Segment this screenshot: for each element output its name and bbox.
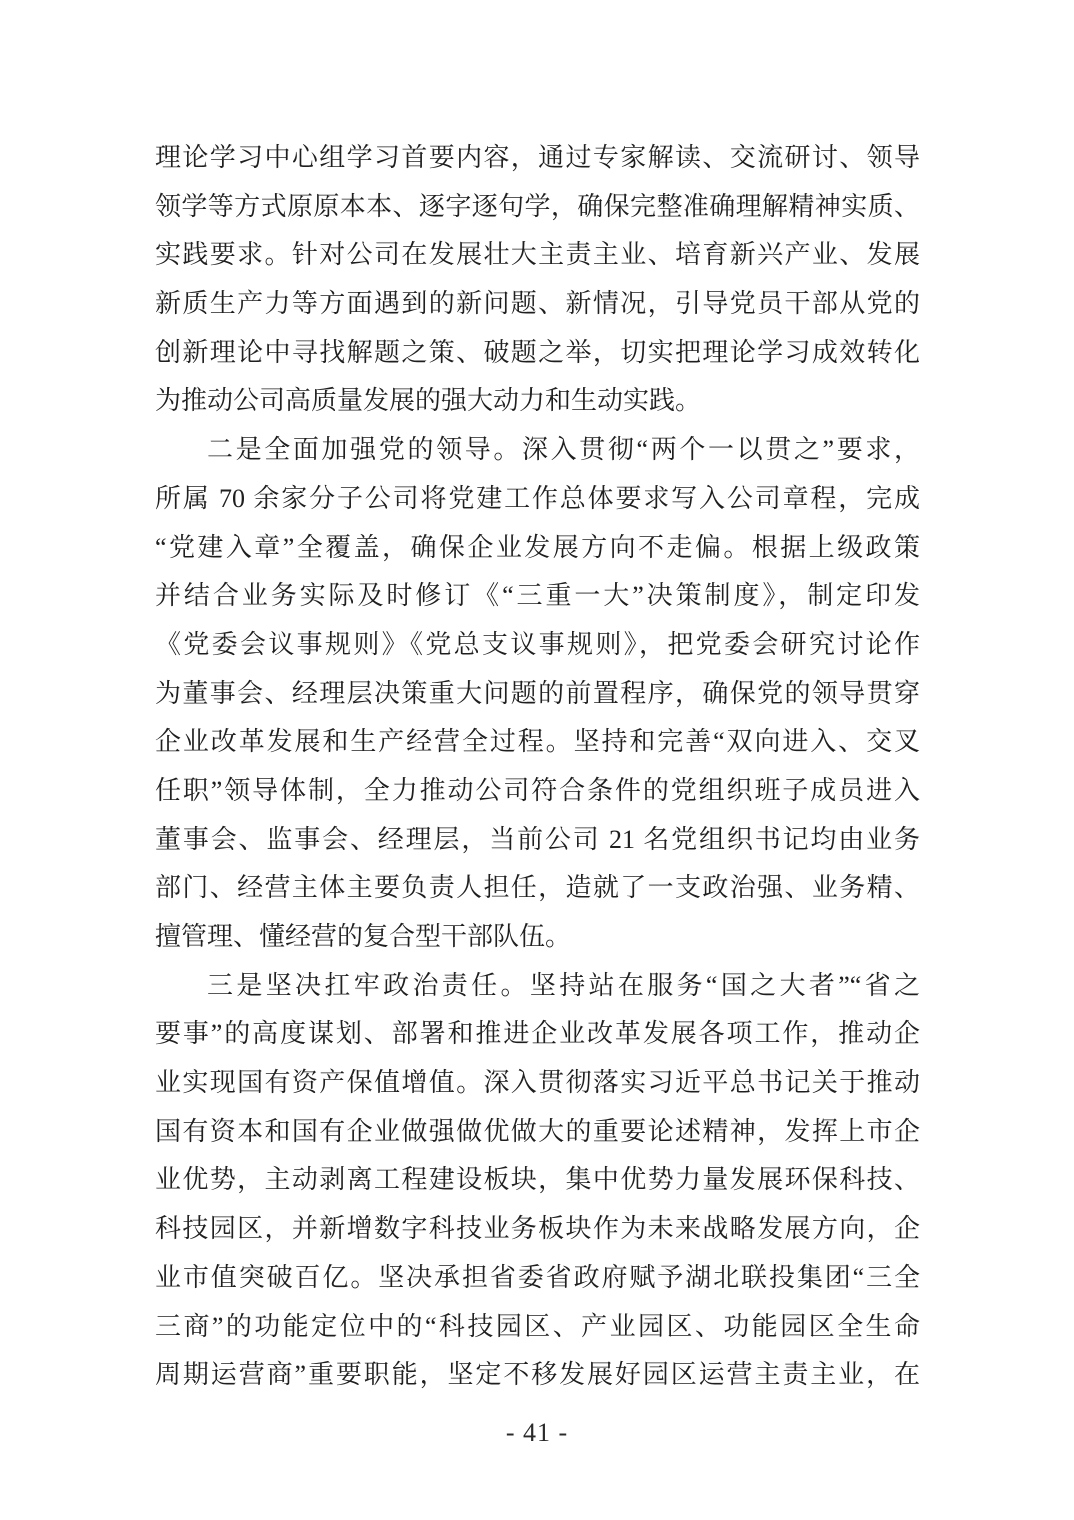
paragraph: [155, 426, 920, 962]
text-line: 新质生产力等方面遇到的新问题、新情况，引导党员干部从党的: [155, 289, 920, 319]
text-line: 二是全面加强党的领导。深入贯彻“两个一以贯之”要求，: [207, 435, 920, 465]
text-line: 三是坚决扛牢政治责任。坚持站在服务“国之大者”“省之: [207, 970, 920, 1000]
text-body: [155, 134, 920, 1400]
text-line: 国有资本和国有企业做强做优做大的重要论述精神，发挥上市企: [155, 1116, 920, 1146]
text-line: 并结合业务实际及时修订《“三重一大”决策制度》，制定印发: [155, 581, 920, 611]
paragraph: [155, 962, 920, 1400]
text-line: 理论学习中心组学习首要内容，通过专家解读、交流研讨、领导: [155, 143, 920, 172]
text-line: 三商”的功能定位中的“科技园区、产业园区、功能园区全生命: [155, 1311, 920, 1341]
text-line: 创新理论中寻找解题之策、破题之举，切实把理论学习成效转化: [155, 337, 920, 367]
text-line: 《党委会议事规则》《党总支议事规则》，把党委会研究讨论作: [155, 629, 920, 659]
text-line: 部门、经营主体主要负责人担任，造就了一支政治强、业务精、: [155, 873, 920, 903]
text-line: 要事”的高度谋划、部署和推进企业改革发展各项工作，推动企: [155, 1019, 920, 1049]
text-line: 领学等方式原原本本、逐字逐句学，确保完整准确理解精神实质、: [155, 191, 920, 221]
text-line: 业优势，主动剥离工程建设板块，集中优势力量发展环保科技、: [155, 1165, 920, 1195]
text-line: 周期运营商”重要职能，坚定不移发展好园区运营主责主业，在: [155, 1360, 920, 1390]
text-line: 任职”领导体制，全力推动公司符合条件的党组织班子成员进入: [155, 775, 920, 805]
text-line: 董事会、监事会、经理层，当前公司 21 名党组织书记均由业务: [155, 824, 920, 854]
text-line: 实践要求。针对公司在发展壮大主责主业、培育新兴产业、发展: [155, 240, 920, 270]
text-line: 业实现国有资产保值增值。深入贯彻落实习近平总书记关于推动: [155, 1068, 920, 1098]
text-line: 所属 70 余家分子公司将党建工作总体要求写入公司章程，完成: [155, 483, 920, 513]
page-number: - 41 -: [505, 1418, 569, 1447]
text-line: 企业改革发展和生产经营全过程。坚持和完善“双向进入、交叉: [155, 727, 920, 757]
text-line: “党建入章”全覆盖，确保企业发展方向不走偏。根据上级政策: [155, 532, 920, 562]
paragraph: [155, 134, 920, 426]
text-line: 科技园区，并新增数字科技业务板块作为未来战略发展方向，企: [155, 1214, 920, 1244]
text-line: 为董事会、经理层决策重大问题的前置程序，确保党的领导贯穿: [155, 678, 920, 708]
text-line: 擅管理、懂经营的复合型干部队伍。: [155, 922, 572, 951]
text-line: 业市值突破百亿。坚决承担省委省政府赋予湖北联投集团“三全: [155, 1262, 920, 1292]
text-line: 为推动公司高质量发展的强大动力和生动实践。: [155, 386, 702, 416]
